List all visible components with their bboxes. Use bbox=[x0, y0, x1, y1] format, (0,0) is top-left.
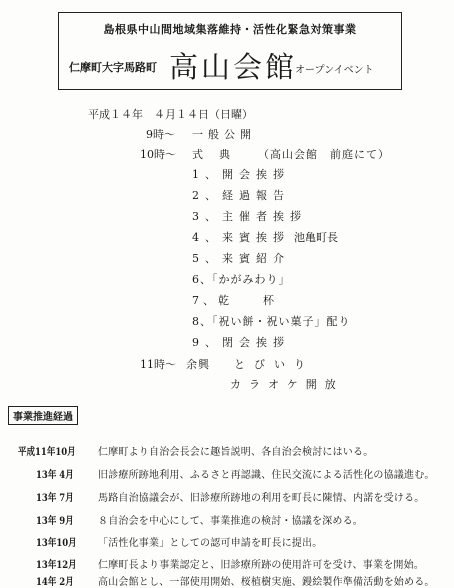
header-event-label: オープンイベント bbox=[295, 65, 374, 76]
section-label: 事業推進経過 bbox=[8, 406, 78, 425]
list-item-text: 5、来賓紹介 bbox=[192, 252, 290, 265]
karaoke-note: カラオケ開放 bbox=[230, 378, 344, 391]
header-box bbox=[58, 12, 402, 90]
list-item bbox=[192, 208, 307, 224]
header-row bbox=[69, 45, 395, 85]
list-item bbox=[192, 313, 351, 329]
history-text: 仁摩町長より事業認定と、旧診療所跡の使用許可を受け、事業を開始。 bbox=[98, 560, 424, 571]
history-date: 13年10月 bbox=[36, 538, 77, 549]
event-date: 平成１４年 ４月１４日（日曜） bbox=[88, 108, 253, 121]
list-item-text: 4、来賓挨拶 bbox=[192, 231, 290, 244]
list-item bbox=[192, 250, 290, 266]
history-text: ８自治会を中心にして、事業推進の検討・協議を深める。 bbox=[98, 516, 363, 527]
history-text: 馬路自治協議会が、旧診療所跡地の利用を町長に陳情、内諾を受ける。 bbox=[98, 493, 425, 504]
list-item-text: 1、開会挨拶 bbox=[192, 168, 290, 181]
header-subtitle: 島根県中山間地域集落維持・活性化緊急対策事業 bbox=[103, 23, 357, 36]
list-item-text: 2、経過報告 bbox=[192, 189, 290, 202]
schedule-time: 10時～ bbox=[140, 148, 176, 161]
list-item-text: 9、閉会挨拶 bbox=[192, 336, 290, 349]
history-text: 「活性化事業」としての認可申請を町長に提出。 bbox=[98, 538, 323, 549]
history-text: 旧診療所跡地利用、ふるさと再認識、住民交流による活性化の協議進む。 bbox=[98, 470, 435, 481]
schedule-note: （高山会館 前庭にて） bbox=[258, 148, 390, 161]
list-item-text: 8、「祝い餅・祝い菓子」配り bbox=[192, 315, 351, 328]
history-date: 13年12月 bbox=[36, 560, 77, 571]
header-location: 仁摩町大字馬路町 bbox=[69, 61, 157, 74]
list-item bbox=[192, 187, 290, 203]
list-item bbox=[192, 166, 290, 182]
schedule-time: 9時～ bbox=[146, 128, 175, 141]
history-date: 13年 9月 bbox=[36, 516, 74, 527]
list-item bbox=[192, 271, 291, 287]
history-date: 平成11年10月 bbox=[18, 447, 76, 458]
history-text: 仁摩町より自治会長会に趣旨説明、各自治会検討にはいる。 bbox=[98, 447, 374, 458]
page-title: 高山会館 bbox=[169, 50, 298, 84]
schedule-note: とびいり bbox=[234, 358, 314, 371]
list-item-text: 3、主催者挨拶 bbox=[192, 210, 307, 223]
history-date: 13年 4月 bbox=[36, 470, 74, 481]
schedule-desc: 一般公開 bbox=[192, 128, 256, 141]
schedule-desc: 余興 bbox=[186, 358, 210, 371]
list-item bbox=[192, 229, 338, 245]
history-date: 13年 7月 bbox=[36, 493, 74, 504]
schedule-desc: 式典 bbox=[192, 148, 246, 161]
list-item bbox=[192, 334, 290, 350]
schedule-time: 11時～ bbox=[140, 358, 176, 371]
list-item bbox=[192, 292, 278, 308]
list-item-text: 6、「かがみわり」 bbox=[192, 273, 291, 286]
history-date: 14年 2月 bbox=[36, 577, 74, 588]
history-text: 高山会館とし、一部使用開始、桜植樹実施、鏝絵製作準備活動を始める。 bbox=[98, 577, 435, 588]
list-item-text: 7、乾 杯 bbox=[192, 294, 278, 307]
list-item-note: 池亀町長 bbox=[294, 231, 338, 244]
